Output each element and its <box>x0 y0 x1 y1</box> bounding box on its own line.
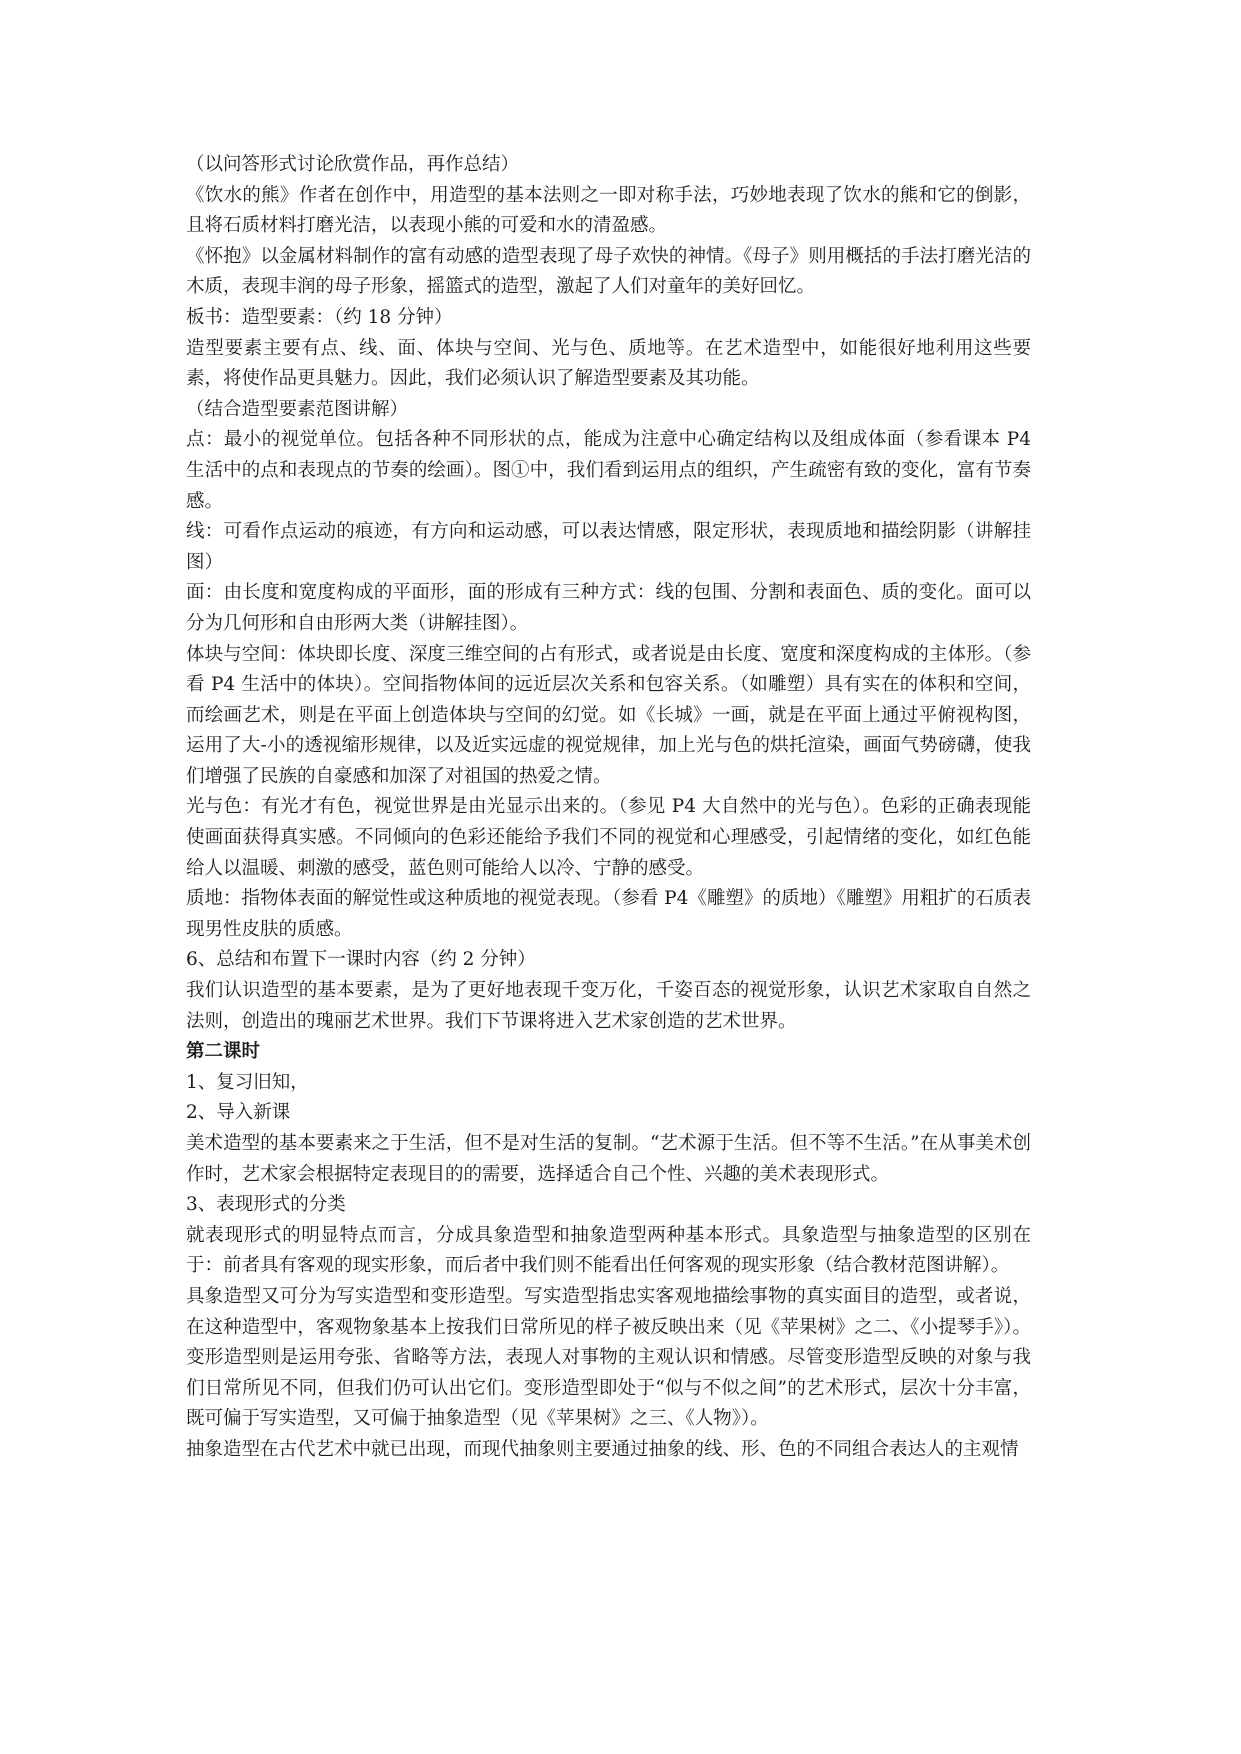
paragraph: 板书：造型要素：（约 18 分钟） <box>186 306 453 328</box>
paragraph: 具象造型又可分为写实造型和变形造型。写实造型指忠实客观地描绘事物的真实面目的造型，或者说，在这种造型中，客观物象基本上按我们日常所见的样子被反映出来（见《苹果树》之二、《小提琴手》）。变形造型则是运用夸张、省略等方法，表现人对事物的主观认识和情感。尽管变形造型反映的对象与我们日常所见不同，但我们仍可认出它们。变形造型即处于“似与不似之间”的艺术形式，层次十分丰富，既可偏于写实造型，又可偏于抽象造型（见《苹果树》之三、《人物》）。 <box>186 1285 1031 1430</box>
paragraph: 抽象造型在古代艺术中就已出现，而现代抽象则主要通过抽象的线、形、色的不同组合表达人的主观情 <box>186 1438 1019 1460</box>
paragraph: 光与色：有光才有色，视觉世界是由光显示出来的。（参见 P4 大自然中的光与色）。色彩的正确表现能使画面获得真实感。不同倾向的色彩还能给予我们不同的视觉和心理感受，引起情绪的变化，如红色能给人以温暖、刺激的感受，蓝色则可能给人以冷、宁静的感受。 <box>186 796 1031 879</box>
paragraph: 美术造型的基本要素来之于生活，但不是对生活的复制。“艺术源于生活。但不等不生活。”在从事美术创作时，艺术家会根据特定表现目的的需要，选择适合自己个性、兴趣的美术表现形式。 <box>186 1133 1031 1185</box>
paragraph: 线：可看作点运动的痕迹，有方向和运动感，可以表达情感，限定形状，表现质地和描绘阴影（讲解挂图） <box>186 521 1031 573</box>
section-heading: 第二课时 <box>186 1041 261 1063</box>
paragraph: （以问答形式讨论欣赏作品，再作总结） <box>186 154 520 175</box>
paragraph: 就表现形式的明显特点而言，分成具象造型和抽象造型两种基本形式。具象造型与抽象造型的区别在于：前者具有客观的现实形象，而后者中我们则不能看出任何客观的现实形象（结合教材范图讲解）。 <box>186 1224 1031 1277</box>
paragraph: 《饮水的熊》作者在创作中，用造型的基本法则之一即对称手法，巧妙地表现了饮水的熊和它的倒影，且将石质材料打磨光洁，以表现小熊的可爱和水的清盈感。 <box>186 184 1031 237</box>
paragraph: 体块与空间：体块即长度、深度三维空间的占有形式，或者说是由长度、宽度和深度构成的主体形。（参看 P4 生活中的体块）。空间指物体间的远近层次关系和包容关系。（如雕塑）具有实在的体积和空间，而绘画艺术，则是在平面上创造体块与空间的幻觉。如《长城》一画，就是在平面上通过平俯视构图，运用了大-小的透视缩形规律，以及近实远虚的视觉规律，加上光与色的烘托渲染，画面气势磅礴，使我们增强了民族的自豪感和加深了对祖国的热爱之情。 <box>186 643 1031 787</box>
paragraph: 3、表现形式的分类 <box>186 1194 346 1216</box>
paragraph: 我们认识造型的基本要素，是为了更好地表现千变万化，千姿百态的视觉形象，认识艺术家取自自然之法则，创造出的瑰丽艺术世界。我们下节课将进入艺术家创造的艺术世界。 <box>186 980 1031 1032</box>
paragraph: 6、总结和布置下一课时内容（约 2 分钟） <box>186 949 536 971</box>
paragraph: 造型要素主要有点、线、面、体块与空间、光与色、质地等。在艺术造型中，如能很好地利用这些要素，将使作品更具魅力。因此，我们必须认识了解造型要素及其功能。 <box>186 337 1031 390</box>
paragraph: 《怀抱》以金属材料制作的富有动感的造型表现了母子欢快的神情。《母子》则用概括的手法打磨光洁的木质，表现丰润的母子形象，摇篮式的造型，激起了人们对童年的美好回忆。 <box>186 245 1031 298</box>
paragraph: 质地：指物体表面的解觉性或这种质地的视觉表现。（参看 P4《雕塑》的质地）《雕塑》用粗扩的石质表现男性皮肤的质感。 <box>186 888 1031 940</box>
paragraph: （结合造型要素范图讲解） <box>186 398 409 420</box>
document-body <box>186 150 1031 1466</box>
paragraph: 2、导入新课 <box>186 1102 291 1124</box>
paragraph: 面：由长度和宽度构成的平面形，面的形成有三种方式：线的包围、分割和表面色、质的变化。面可以分为几何形和自由形两大类（讲解挂图）。 <box>186 582 1031 634</box>
paragraph: 点：最小的视觉单位。包括各种不同形状的点，能成为注意中心确定结构以及组成体面（参看课本 P4 生活中的点和表现点的节奏的绘画）。图①中，我们看到运用点的组织，产生疏密有致的变化，富有节奏感。 <box>186 429 1031 512</box>
paragraph: 1、复习旧知， <box>186 1071 309 1093</box>
